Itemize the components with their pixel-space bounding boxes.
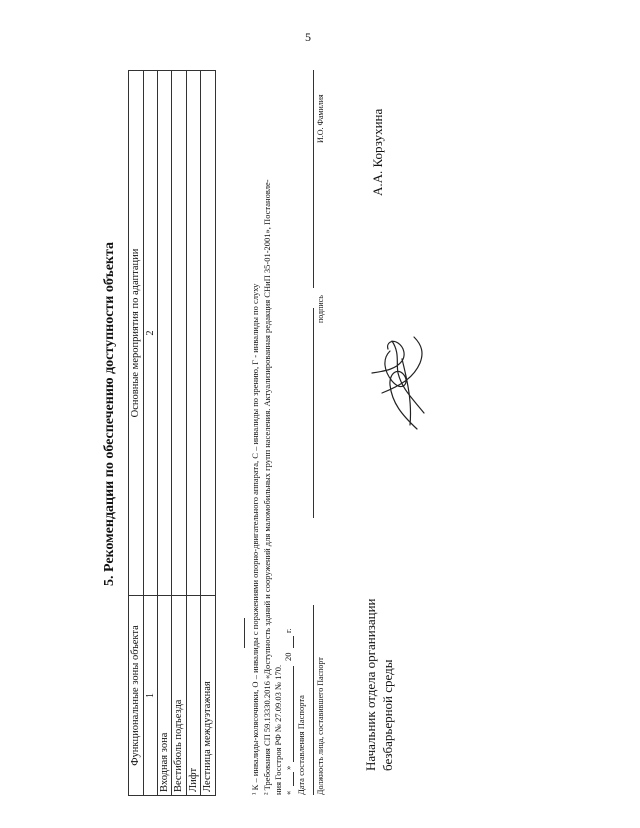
measures-cell bbox=[186, 71, 201, 596]
footnote-2-line-2: ния Госстроя РФ № 27.09.03 № 170. bbox=[273, 664, 283, 795]
recommendations-table bbox=[128, 70, 216, 796]
col-number-1: 1 bbox=[143, 596, 157, 796]
table-row bbox=[186, 71, 201, 796]
table-row bbox=[157, 71, 172, 796]
zone-cell: Вестибюль подъезда bbox=[172, 596, 187, 796]
date-year-prefix: 20 bbox=[283, 652, 293, 661]
measures-cell bbox=[172, 71, 187, 596]
date-open-quote: « bbox=[283, 790, 293, 795]
date-month-line bbox=[293, 666, 294, 762]
header-measures: Основные мероприятия по адаптации bbox=[129, 71, 144, 596]
name-line bbox=[313, 70, 314, 288]
page-number: 5 bbox=[305, 30, 311, 44]
signatory-title-line-1: Начальник отдела организации bbox=[363, 598, 378, 771]
footnote-1: ¹ К – инвалиды-колясочники, О – инвалиды с поражениями опорно-двигательного аппарата, С – инвалиды по зрению, Г - инвалиды по слуху bbox=[250, 283, 260, 795]
table-number-row bbox=[143, 71, 157, 796]
date-day-line bbox=[293, 772, 294, 786]
signature-line bbox=[313, 308, 314, 518]
zone-cell: Лестница междуэтажная bbox=[201, 596, 216, 796]
zone-cell: Входная зона bbox=[157, 596, 172, 796]
header-zones: Функциональные зоны объекта bbox=[129, 596, 144, 796]
zone-cell: Лифт bbox=[186, 596, 201, 796]
table-header-row bbox=[129, 71, 144, 796]
table-row bbox=[201, 71, 216, 796]
table-row bbox=[172, 71, 187, 796]
position-line bbox=[313, 605, 314, 795]
section-title: 5. Рекомендации по обеспечению доступности объекта bbox=[102, 241, 117, 587]
footnote-separator bbox=[244, 618, 245, 648]
measures-cell bbox=[201, 71, 216, 596]
name-caption: И.О. Фамилия bbox=[316, 94, 325, 143]
date-year-suffix: г. bbox=[283, 628, 293, 633]
signature-caption: подпись bbox=[316, 295, 325, 323]
date-caption: Дата составления Паспорта bbox=[296, 695, 306, 795]
date-year-line bbox=[293, 636, 294, 648]
date-close-quote: » bbox=[283, 765, 293, 770]
signatory-name: А.А. Корзухина bbox=[370, 108, 385, 196]
position-caption: Должность лица, составившего Паспорт bbox=[316, 657, 325, 795]
handwritten-signature bbox=[362, 323, 440, 433]
col-number-2: 2 bbox=[143, 71, 157, 596]
signatory-title-line-2: безбарьерной среды bbox=[380, 659, 395, 771]
footnote-2-line-1: ² Требования СП 59.13330.2016 «Доступность зданий и сооружений для маломобильных групп населения. Актуализированная редакция СНиП 35-01-2001», Постановле- bbox=[262, 179, 272, 795]
measures-cell bbox=[157, 71, 172, 596]
